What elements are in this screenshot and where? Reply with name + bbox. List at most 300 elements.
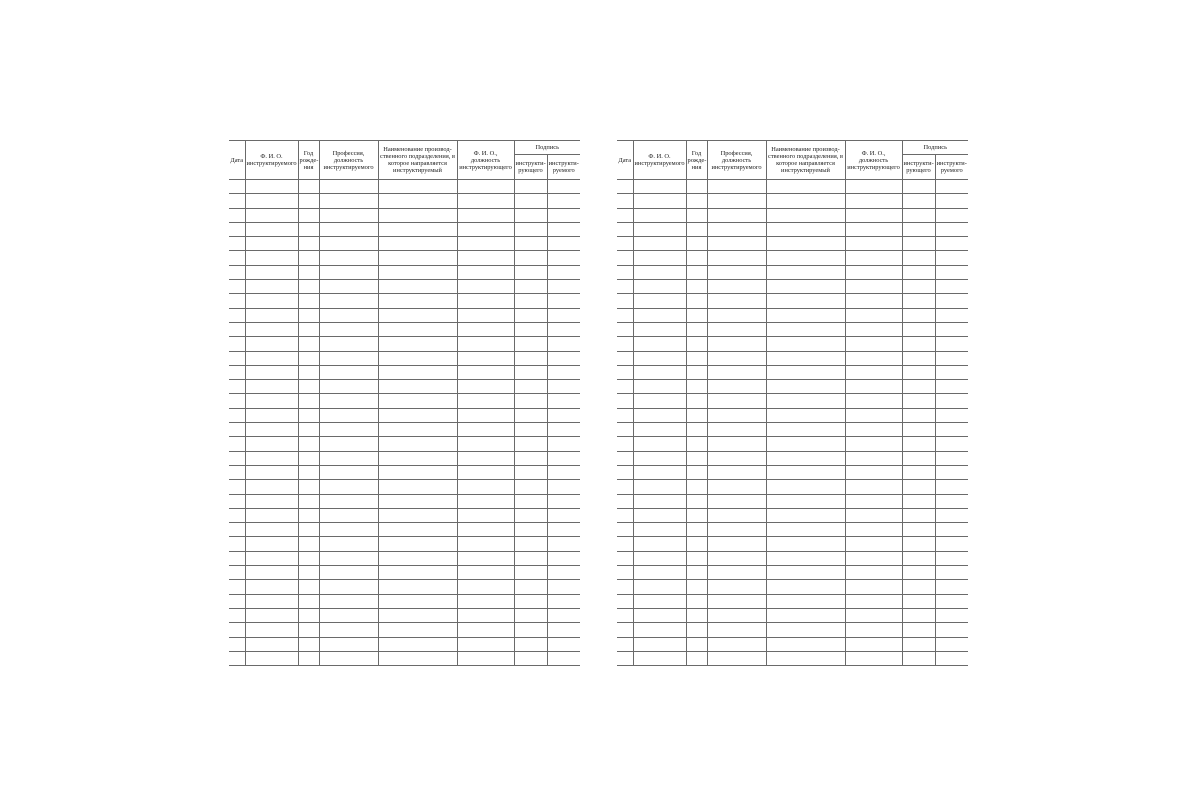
cell-birth-year[interactable] bbox=[686, 208, 707, 222]
cell-department[interactable] bbox=[766, 251, 845, 265]
cell-trainee-name[interactable] bbox=[245, 608, 298, 622]
cell-department[interactable] bbox=[378, 251, 457, 265]
cell-department[interactable] bbox=[378, 423, 457, 437]
cell-birth-year[interactable] bbox=[298, 494, 319, 508]
cell-birth-year[interactable] bbox=[298, 608, 319, 622]
cell-signature-instructor[interactable] bbox=[514, 580, 547, 594]
cell-instructor-name[interactable] bbox=[457, 523, 514, 537]
cell-trainee-name[interactable] bbox=[633, 180, 686, 194]
cell-signature-instructor[interactable] bbox=[902, 408, 935, 422]
cell-trainee-name[interactable] bbox=[245, 351, 298, 365]
cell-birth-year[interactable] bbox=[686, 394, 707, 408]
cell-signature-trainee[interactable] bbox=[935, 308, 968, 322]
cell-instructor-name[interactable] bbox=[457, 380, 514, 394]
cell-profession[interactable] bbox=[319, 537, 378, 551]
cell-signature-trainee[interactable] bbox=[935, 380, 968, 394]
cell-date[interactable] bbox=[617, 251, 633, 265]
cell-signature-trainee[interactable] bbox=[935, 337, 968, 351]
cell-trainee-name[interactable] bbox=[633, 480, 686, 494]
cell-signature-trainee[interactable] bbox=[547, 251, 580, 265]
cell-signature-trainee[interactable] bbox=[547, 480, 580, 494]
cell-birth-year[interactable] bbox=[298, 322, 319, 336]
cell-instructor-name[interactable] bbox=[845, 337, 902, 351]
cell-trainee-name[interactable] bbox=[245, 523, 298, 537]
cell-trainee-name[interactable] bbox=[245, 265, 298, 279]
cell-department[interactable] bbox=[378, 608, 457, 622]
cell-trainee-name[interactable] bbox=[633, 237, 686, 251]
cell-profession[interactable] bbox=[707, 280, 766, 294]
cell-department[interactable] bbox=[766, 608, 845, 622]
cell-profession[interactable] bbox=[319, 194, 378, 208]
cell-instructor-name[interactable] bbox=[845, 566, 902, 580]
cell-instructor-name[interactable] bbox=[845, 365, 902, 379]
cell-date[interactable] bbox=[617, 423, 633, 437]
cell-profession[interactable] bbox=[707, 594, 766, 608]
cell-signature-trainee[interactable] bbox=[935, 351, 968, 365]
cell-department[interactable] bbox=[378, 465, 457, 479]
cell-department[interactable] bbox=[378, 637, 457, 651]
cell-birth-year[interactable] bbox=[686, 523, 707, 537]
cell-department[interactable] bbox=[378, 222, 457, 236]
cell-date[interactable] bbox=[617, 523, 633, 537]
cell-signature-trainee[interactable] bbox=[935, 651, 968, 665]
cell-signature-instructor[interactable] bbox=[514, 294, 547, 308]
cell-signature-trainee[interactable] bbox=[935, 594, 968, 608]
cell-instructor-name[interactable] bbox=[457, 337, 514, 351]
cell-signature-trainee[interactable] bbox=[547, 351, 580, 365]
cell-profession[interactable] bbox=[319, 322, 378, 336]
cell-instructor-name[interactable] bbox=[845, 237, 902, 251]
cell-signature-instructor[interactable] bbox=[514, 423, 547, 437]
cell-signature-trainee[interactable] bbox=[547, 308, 580, 322]
cell-date[interactable] bbox=[617, 208, 633, 222]
cell-signature-instructor[interactable] bbox=[514, 408, 547, 422]
cell-date[interactable] bbox=[617, 365, 633, 379]
cell-birth-year[interactable] bbox=[686, 337, 707, 351]
cell-signature-trainee[interactable] bbox=[547, 523, 580, 537]
cell-signature-trainee[interactable] bbox=[547, 394, 580, 408]
cell-trainee-name[interactable] bbox=[633, 580, 686, 594]
cell-department[interactable] bbox=[766, 194, 845, 208]
cell-birth-year[interactable] bbox=[686, 180, 707, 194]
cell-signature-trainee[interactable] bbox=[547, 537, 580, 551]
cell-date[interactable] bbox=[229, 380, 245, 394]
cell-date[interactable] bbox=[617, 623, 633, 637]
cell-department[interactable] bbox=[378, 365, 457, 379]
cell-profession[interactable] bbox=[319, 308, 378, 322]
cell-profession[interactable] bbox=[707, 222, 766, 236]
cell-signature-instructor[interactable] bbox=[902, 380, 935, 394]
cell-profession[interactable] bbox=[707, 551, 766, 565]
cell-instructor-name[interactable] bbox=[845, 508, 902, 522]
cell-date[interactable] bbox=[617, 222, 633, 236]
cell-profession[interactable] bbox=[319, 237, 378, 251]
cell-profession[interactable] bbox=[707, 651, 766, 665]
cell-signature-instructor[interactable] bbox=[902, 608, 935, 622]
cell-date[interactable] bbox=[229, 465, 245, 479]
cell-instructor-name[interactable] bbox=[845, 408, 902, 422]
cell-trainee-name[interactable] bbox=[633, 508, 686, 522]
cell-department[interactable] bbox=[378, 351, 457, 365]
cell-birth-year[interactable] bbox=[298, 551, 319, 565]
cell-signature-instructor[interactable] bbox=[514, 551, 547, 565]
cell-date[interactable] bbox=[617, 566, 633, 580]
cell-department[interactable] bbox=[766, 380, 845, 394]
cell-department[interactable] bbox=[766, 294, 845, 308]
cell-department[interactable] bbox=[766, 637, 845, 651]
cell-birth-year[interactable] bbox=[686, 280, 707, 294]
cell-profession[interactable] bbox=[319, 294, 378, 308]
cell-trainee-name[interactable] bbox=[633, 651, 686, 665]
cell-profession[interactable] bbox=[707, 480, 766, 494]
cell-signature-trainee[interactable] bbox=[935, 566, 968, 580]
cell-department[interactable] bbox=[766, 237, 845, 251]
cell-profession[interactable] bbox=[707, 566, 766, 580]
cell-birth-year[interactable] bbox=[686, 437, 707, 451]
cell-department[interactable] bbox=[378, 651, 457, 665]
cell-instructor-name[interactable] bbox=[457, 222, 514, 236]
cell-department[interactable] bbox=[766, 451, 845, 465]
cell-profession[interactable] bbox=[319, 280, 378, 294]
cell-trainee-name[interactable] bbox=[633, 294, 686, 308]
cell-profession[interactable] bbox=[319, 623, 378, 637]
cell-department[interactable] bbox=[766, 337, 845, 351]
cell-trainee-name[interactable] bbox=[245, 508, 298, 522]
cell-profession[interactable] bbox=[707, 208, 766, 222]
cell-date[interactable] bbox=[617, 608, 633, 622]
cell-trainee-name[interactable] bbox=[245, 180, 298, 194]
cell-birth-year[interactable] bbox=[298, 451, 319, 465]
cell-department[interactable] bbox=[378, 308, 457, 322]
cell-profession[interactable] bbox=[319, 208, 378, 222]
cell-profession[interactable] bbox=[319, 465, 378, 479]
cell-department[interactable] bbox=[766, 222, 845, 236]
cell-date[interactable] bbox=[229, 251, 245, 265]
cell-profession[interactable] bbox=[319, 480, 378, 494]
cell-date[interactable] bbox=[229, 280, 245, 294]
cell-signature-instructor[interactable] bbox=[902, 594, 935, 608]
cell-signature-instructor[interactable] bbox=[902, 465, 935, 479]
cell-birth-year[interactable] bbox=[298, 351, 319, 365]
cell-instructor-name[interactable] bbox=[845, 494, 902, 508]
cell-instructor-name[interactable] bbox=[457, 494, 514, 508]
cell-profession[interactable] bbox=[707, 637, 766, 651]
cell-department[interactable] bbox=[766, 308, 845, 322]
cell-signature-instructor[interactable] bbox=[902, 308, 935, 322]
cell-instructor-name[interactable] bbox=[457, 608, 514, 622]
cell-signature-trainee[interactable] bbox=[547, 608, 580, 622]
cell-signature-trainee[interactable] bbox=[935, 222, 968, 236]
cell-trainee-name[interactable] bbox=[633, 594, 686, 608]
cell-date[interactable] bbox=[229, 265, 245, 279]
cell-signature-instructor[interactable] bbox=[902, 451, 935, 465]
cell-signature-instructor[interactable] bbox=[514, 508, 547, 522]
cell-trainee-name[interactable] bbox=[633, 222, 686, 236]
cell-birth-year[interactable] bbox=[686, 222, 707, 236]
cell-department[interactable] bbox=[766, 423, 845, 437]
cell-profession[interactable] bbox=[319, 451, 378, 465]
cell-date[interactable] bbox=[229, 222, 245, 236]
cell-instructor-name[interactable] bbox=[457, 180, 514, 194]
cell-signature-trainee[interactable] bbox=[547, 508, 580, 522]
cell-trainee-name[interactable] bbox=[245, 308, 298, 322]
cell-date[interactable] bbox=[229, 237, 245, 251]
cell-profession[interactable] bbox=[319, 508, 378, 522]
cell-signature-instructor[interactable] bbox=[902, 194, 935, 208]
cell-signature-trainee[interactable] bbox=[547, 465, 580, 479]
cell-instructor-name[interactable] bbox=[457, 351, 514, 365]
cell-birth-year[interactable] bbox=[686, 566, 707, 580]
cell-signature-instructor[interactable] bbox=[514, 480, 547, 494]
cell-date[interactable] bbox=[617, 551, 633, 565]
cell-trainee-name[interactable] bbox=[245, 451, 298, 465]
cell-signature-trainee[interactable] bbox=[935, 508, 968, 522]
cell-department[interactable] bbox=[378, 337, 457, 351]
cell-instructor-name[interactable] bbox=[845, 637, 902, 651]
cell-trainee-name[interactable] bbox=[245, 337, 298, 351]
cell-signature-instructor[interactable] bbox=[902, 523, 935, 537]
cell-birth-year[interactable] bbox=[686, 251, 707, 265]
cell-date[interactable] bbox=[617, 394, 633, 408]
cell-birth-year[interactable] bbox=[686, 580, 707, 594]
cell-instructor-name[interactable] bbox=[457, 251, 514, 265]
cell-birth-year[interactable] bbox=[298, 180, 319, 194]
cell-instructor-name[interactable] bbox=[845, 394, 902, 408]
cell-instructor-name[interactable] bbox=[845, 480, 902, 494]
cell-date[interactable] bbox=[229, 537, 245, 551]
cell-signature-trainee[interactable] bbox=[547, 237, 580, 251]
cell-birth-year[interactable] bbox=[298, 594, 319, 608]
cell-birth-year[interactable] bbox=[298, 465, 319, 479]
cell-birth-year[interactable] bbox=[298, 294, 319, 308]
cell-date[interactable] bbox=[617, 637, 633, 651]
cell-date[interactable] bbox=[229, 566, 245, 580]
cell-signature-trainee[interactable] bbox=[935, 480, 968, 494]
cell-instructor-name[interactable] bbox=[845, 594, 902, 608]
cell-instructor-name[interactable] bbox=[457, 465, 514, 479]
cell-department[interactable] bbox=[766, 551, 845, 565]
cell-birth-year[interactable] bbox=[686, 351, 707, 365]
cell-signature-instructor[interactable] bbox=[514, 594, 547, 608]
cell-department[interactable] bbox=[378, 294, 457, 308]
cell-signature-trainee[interactable] bbox=[935, 465, 968, 479]
cell-signature-trainee[interactable] bbox=[935, 280, 968, 294]
cell-date[interactable] bbox=[229, 594, 245, 608]
cell-signature-instructor[interactable] bbox=[902, 251, 935, 265]
cell-trainee-name[interactable] bbox=[633, 280, 686, 294]
cell-profession[interactable] bbox=[319, 351, 378, 365]
cell-date[interactable] bbox=[617, 337, 633, 351]
cell-birth-year[interactable] bbox=[298, 208, 319, 222]
cell-date[interactable] bbox=[617, 265, 633, 279]
cell-signature-trainee[interactable] bbox=[547, 280, 580, 294]
cell-signature-instructor[interactable] bbox=[902, 351, 935, 365]
cell-signature-trainee[interactable] bbox=[935, 551, 968, 565]
cell-signature-trainee[interactable] bbox=[935, 523, 968, 537]
cell-profession[interactable] bbox=[707, 294, 766, 308]
cell-date[interactable] bbox=[229, 494, 245, 508]
cell-profession[interactable] bbox=[707, 408, 766, 422]
cell-signature-instructor[interactable] bbox=[514, 451, 547, 465]
cell-trainee-name[interactable] bbox=[245, 294, 298, 308]
cell-department[interactable] bbox=[766, 322, 845, 336]
cell-signature-trainee[interactable] bbox=[547, 594, 580, 608]
cell-signature-trainee[interactable] bbox=[547, 337, 580, 351]
cell-profession[interactable] bbox=[707, 308, 766, 322]
cell-department[interactable] bbox=[766, 623, 845, 637]
cell-instructor-name[interactable] bbox=[457, 265, 514, 279]
cell-signature-instructor[interactable] bbox=[902, 651, 935, 665]
cell-signature-instructor[interactable] bbox=[514, 637, 547, 651]
cell-trainee-name[interactable] bbox=[245, 623, 298, 637]
cell-signature-instructor[interactable] bbox=[514, 494, 547, 508]
cell-department[interactable] bbox=[766, 351, 845, 365]
cell-date[interactable] bbox=[229, 423, 245, 437]
cell-trainee-name[interactable] bbox=[633, 265, 686, 279]
cell-trainee-name[interactable] bbox=[633, 608, 686, 622]
cell-signature-trainee[interactable] bbox=[547, 551, 580, 565]
cell-birth-year[interactable] bbox=[298, 308, 319, 322]
cell-trainee-name[interactable] bbox=[633, 408, 686, 422]
cell-birth-year[interactable] bbox=[298, 651, 319, 665]
cell-instructor-name[interactable] bbox=[457, 280, 514, 294]
cell-birth-year[interactable] bbox=[686, 308, 707, 322]
cell-profession[interactable] bbox=[707, 465, 766, 479]
cell-signature-trainee[interactable] bbox=[935, 208, 968, 222]
cell-signature-instructor[interactable] bbox=[514, 265, 547, 279]
cell-signature-trainee[interactable] bbox=[935, 494, 968, 508]
cell-signature-instructor[interactable] bbox=[902, 222, 935, 236]
cell-birth-year[interactable] bbox=[686, 265, 707, 279]
cell-profession[interactable] bbox=[319, 394, 378, 408]
cell-instructor-name[interactable] bbox=[457, 451, 514, 465]
cell-signature-instructor[interactable] bbox=[902, 265, 935, 279]
cell-instructor-name[interactable] bbox=[845, 280, 902, 294]
cell-birth-year[interactable] bbox=[298, 508, 319, 522]
cell-signature-trainee[interactable] bbox=[547, 180, 580, 194]
cell-trainee-name[interactable] bbox=[633, 451, 686, 465]
cell-profession[interactable] bbox=[707, 437, 766, 451]
cell-signature-trainee[interactable] bbox=[547, 222, 580, 236]
cell-department[interactable] bbox=[378, 408, 457, 422]
cell-department[interactable] bbox=[378, 194, 457, 208]
cell-signature-trainee[interactable] bbox=[547, 494, 580, 508]
cell-birth-year[interactable] bbox=[686, 480, 707, 494]
cell-profession[interactable] bbox=[319, 423, 378, 437]
cell-trainee-name[interactable] bbox=[245, 494, 298, 508]
cell-date[interactable] bbox=[617, 408, 633, 422]
cell-profession[interactable] bbox=[319, 580, 378, 594]
cell-signature-instructor[interactable] bbox=[902, 508, 935, 522]
cell-signature-instructor[interactable] bbox=[514, 337, 547, 351]
cell-date[interactable] bbox=[617, 294, 633, 308]
cell-birth-year[interactable] bbox=[686, 637, 707, 651]
cell-trainee-name[interactable] bbox=[633, 637, 686, 651]
cell-birth-year[interactable] bbox=[298, 566, 319, 580]
cell-trainee-name[interactable] bbox=[245, 594, 298, 608]
cell-trainee-name[interactable] bbox=[245, 465, 298, 479]
cell-instructor-name[interactable] bbox=[845, 423, 902, 437]
cell-date[interactable] bbox=[617, 580, 633, 594]
cell-trainee-name[interactable] bbox=[245, 280, 298, 294]
cell-department[interactable] bbox=[378, 594, 457, 608]
cell-date[interactable] bbox=[229, 322, 245, 336]
cell-birth-year[interactable] bbox=[298, 222, 319, 236]
cell-trainee-name[interactable] bbox=[245, 322, 298, 336]
cell-instructor-name[interactable] bbox=[457, 408, 514, 422]
cell-birth-year[interactable] bbox=[686, 322, 707, 336]
cell-signature-instructor[interactable] bbox=[902, 423, 935, 437]
cell-birth-year[interactable] bbox=[298, 637, 319, 651]
cell-signature-trainee[interactable] bbox=[547, 380, 580, 394]
cell-department[interactable] bbox=[378, 180, 457, 194]
cell-signature-trainee[interactable] bbox=[547, 580, 580, 594]
cell-department[interactable] bbox=[766, 651, 845, 665]
cell-signature-instructor[interactable] bbox=[902, 180, 935, 194]
cell-signature-trainee[interactable] bbox=[547, 294, 580, 308]
cell-instructor-name[interactable] bbox=[845, 623, 902, 637]
cell-signature-trainee[interactable] bbox=[935, 423, 968, 437]
cell-date[interactable] bbox=[229, 180, 245, 194]
cell-department[interactable] bbox=[378, 480, 457, 494]
cell-department[interactable] bbox=[378, 380, 457, 394]
cell-signature-instructor[interactable] bbox=[514, 623, 547, 637]
cell-date[interactable] bbox=[617, 308, 633, 322]
cell-profession[interactable] bbox=[707, 337, 766, 351]
cell-department[interactable] bbox=[766, 208, 845, 222]
cell-trainee-name[interactable] bbox=[633, 337, 686, 351]
cell-birth-year[interactable] bbox=[686, 380, 707, 394]
cell-department[interactable] bbox=[766, 437, 845, 451]
cell-trainee-name[interactable] bbox=[633, 437, 686, 451]
cell-signature-trainee[interactable] bbox=[547, 451, 580, 465]
cell-instructor-name[interactable] bbox=[845, 551, 902, 565]
cell-trainee-name[interactable] bbox=[633, 465, 686, 479]
cell-signature-trainee[interactable] bbox=[935, 437, 968, 451]
cell-instructor-name[interactable] bbox=[457, 566, 514, 580]
cell-department[interactable] bbox=[766, 494, 845, 508]
cell-instructor-name[interactable] bbox=[845, 437, 902, 451]
cell-date[interactable] bbox=[229, 208, 245, 222]
cell-department[interactable] bbox=[378, 551, 457, 565]
cell-profession[interactable] bbox=[319, 637, 378, 651]
cell-department[interactable] bbox=[378, 566, 457, 580]
cell-signature-trainee[interactable] bbox=[547, 637, 580, 651]
cell-signature-instructor[interactable] bbox=[902, 394, 935, 408]
cell-department[interactable] bbox=[766, 180, 845, 194]
cell-profession[interactable] bbox=[319, 380, 378, 394]
cell-profession[interactable] bbox=[319, 608, 378, 622]
cell-instructor-name[interactable] bbox=[457, 394, 514, 408]
cell-department[interactable] bbox=[378, 322, 457, 336]
cell-date[interactable] bbox=[617, 237, 633, 251]
cell-signature-instructor[interactable] bbox=[514, 322, 547, 336]
cell-birth-year[interactable] bbox=[686, 594, 707, 608]
cell-instructor-name[interactable] bbox=[845, 537, 902, 551]
cell-signature-instructor[interactable] bbox=[902, 566, 935, 580]
cell-instructor-name[interactable] bbox=[845, 451, 902, 465]
cell-signature-instructor[interactable] bbox=[514, 523, 547, 537]
cell-signature-trainee[interactable] bbox=[935, 451, 968, 465]
cell-instructor-name[interactable] bbox=[845, 294, 902, 308]
cell-trainee-name[interactable] bbox=[633, 208, 686, 222]
cell-signature-trainee[interactable] bbox=[935, 265, 968, 279]
cell-date[interactable] bbox=[229, 394, 245, 408]
cell-date[interactable] bbox=[229, 508, 245, 522]
cell-instructor-name[interactable] bbox=[845, 180, 902, 194]
cell-birth-year[interactable] bbox=[686, 237, 707, 251]
cell-birth-year[interactable] bbox=[298, 365, 319, 379]
